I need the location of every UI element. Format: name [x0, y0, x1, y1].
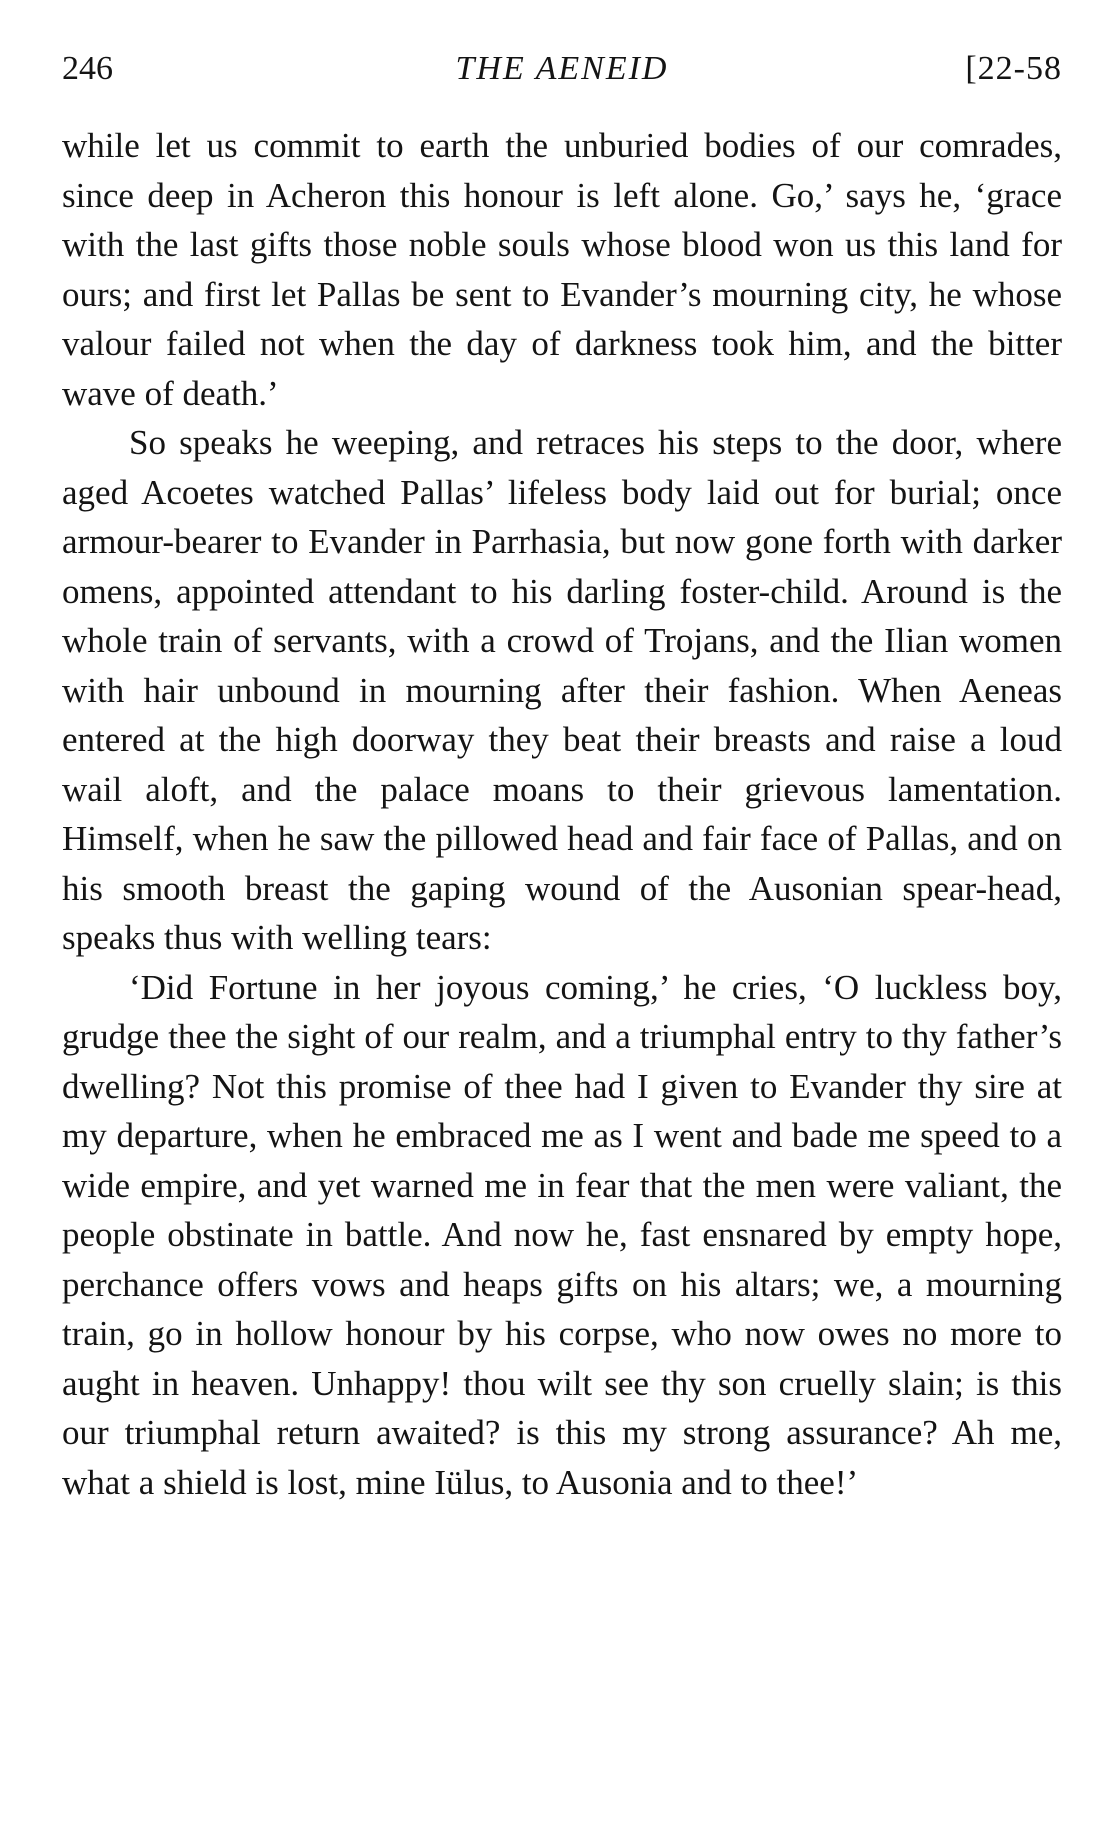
paragraph-aeneas-returns: So speaks he weeping, and retraces his steps to the door, where aged Acoetes watched Pallas’ lifeless body laid out for burial; once armour-bearer to Evander in Parrhasia, but now gone forth with darker omens, appointed attendant to his darling foster-child. Around is the whole train of servants, with a crowd of Trojans, and the Ilian women with hair unbound in mourning after their fashion. When Aeneas entered at the high doorway they beat their breasts and raise a loud wail aloft, and the palace moans to their grievous lamentation. Himself, when he saw the pillowed head and fair face of Pallas, and on his smooth breast the gaping wound of the Ausonian spear-head, speaks thus with welling tears:: [62, 423, 1062, 957]
paragraph-aeneas-lament: ‘Did Fortune in her joyous coming,’ he cries, ‘O luckless boy, grudge thee the sight of our realm, and a triumphal entry to thy father’s dwelling? Not this promise of thee had I given to Evander thy sire at my departure, when he embraced me as I went and bade me speed to a wide empire, and yet warned me in fear that the men were valiant, the people obstinate in battle. And now he, fast ensnared by empty hope, perchance offers vows and heaps gifts on his altars; we, a mourning train, go in hollow honour by his corpse, who now owes no more to aught in heaven. Unhappy! thou wilt see thy son cruelly slain; is this our triumphal return awaited? is this my strong assurance? Ah me, what a shield is lost, mine Iülus, to Ausonia and to thee!’: [62, 967, 1062, 1502]
body-text: [62, 121, 1062, 1507]
book-title: THE AENEID: [455, 50, 669, 87]
running-head: [62, 40, 1062, 90]
paragraph-continuation: while let us commit to earth the unburied bodies of our comrades, since deep in Acheron this honour is left alone. Go,’ says he, ‘grace with the last gifts those noble souls whose blood won us this land for ours; and first let Pallas be sent to Evander’s mourning city, he whose valour failed not when the day of darkness took him, and the bitter wave of death.’: [62, 126, 1062, 413]
line-range: [22-58: [965, 50, 1062, 87]
page-number: 246: [62, 50, 113, 87]
